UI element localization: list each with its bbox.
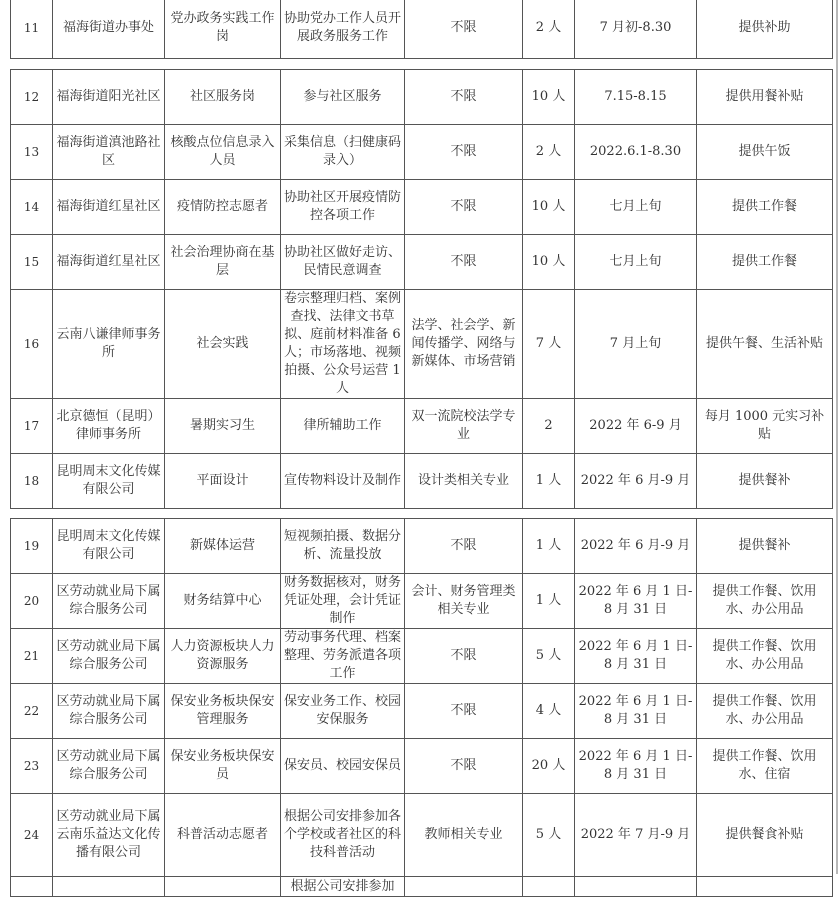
row-number: 13 — [11, 125, 53, 180]
benefit-cell: 提供餐食补贴 — [697, 794, 833, 877]
major-cell: 不限 — [405, 0, 523, 59]
row-number — [11, 877, 53, 897]
headcount-cell: 1 人 — [523, 454, 575, 509]
headcount-cell: 10 人 — [523, 180, 575, 235]
table-segment-3 — [10, 518, 833, 897]
row-number: 12 — [11, 70, 53, 125]
duty-cell: 协助党办工作人员开展政务服务工作 — [281, 0, 405, 59]
position-cell: 人力资源板块人力资源服务 — [165, 629, 281, 684]
employer-cell: 福海街道红星社区 — [53, 235, 165, 290]
row-number: 15 — [11, 235, 53, 290]
table-row — [11, 739, 833, 794]
headcount-cell: 5 人 — [523, 794, 575, 877]
table-row — [11, 794, 833, 877]
major-cell — [405, 877, 523, 897]
duty-cell: 卷宗整理归档、案例查找、法律文书草拟、庭前材料准备 6 人；市场落地、视频拍摄、公众号运营 1 人 — [281, 290, 405, 399]
position-cell: 暑期实习生 — [165, 399, 281, 454]
table-row — [11, 290, 833, 399]
table-row — [11, 684, 833, 739]
headcount-cell: 2 人 — [523, 0, 575, 59]
employer-cell: 区劳动就业局下属云南乐益达文化传播有限公司 — [53, 794, 165, 877]
table-row — [11, 877, 833, 897]
benefit-cell: 提供餐补 — [697, 519, 833, 574]
major-cell: 不限 — [405, 70, 523, 125]
major-cell: 不限 — [405, 519, 523, 574]
table-row — [11, 519, 833, 574]
benefit-cell: 提供用餐补贴 — [697, 70, 833, 125]
position-cell: 财务结算中心 — [165, 574, 281, 629]
headcount-cell: 4 人 — [523, 684, 575, 739]
benefit-cell: 提供工作餐、饮用水、办公用品 — [697, 574, 833, 629]
period-cell: 七月上旬 — [575, 235, 697, 290]
headcount-cell: 20 人 — [523, 739, 575, 794]
duty-cell: 短视频拍摄、数据分析、流量投放 — [281, 519, 405, 574]
headcount-cell: 7 人 — [523, 290, 575, 399]
position-cell: 疫情防控志愿者 — [165, 180, 281, 235]
employer-cell: 区劳动就业局下属综合服务公司 — [53, 629, 165, 684]
benefit-cell: 提供午餐、生活补贴 — [697, 290, 833, 399]
row-number: 21 — [11, 629, 53, 684]
headcount-cell: 2 人 — [523, 125, 575, 180]
table-row — [11, 125, 833, 180]
duty-cell: 保安业务工作、校园安保服务 — [281, 684, 405, 739]
major-cell: 法学、社会学、新闻传播学、网络与新媒体、市场营销 — [405, 290, 523, 399]
headcount-cell: 10 人 — [523, 70, 575, 125]
period-cell: 7 月上旬 — [575, 290, 697, 399]
period-cell: 2022 年 6 月-9 月 — [575, 519, 697, 574]
employer-cell: 福海街道办事处 — [53, 0, 165, 59]
employer-cell: 福海街道阳光社区 — [53, 70, 165, 125]
row-number: 24 — [11, 794, 53, 877]
major-cell: 双一流院校法学专业 — [405, 399, 523, 454]
employer-cell: 昆明周末文化传媒有限公司 — [53, 519, 165, 574]
period-cell: 2022 年 6 月-9 月 — [575, 454, 697, 509]
row-number: 11 — [11, 0, 53, 59]
table-row — [11, 180, 833, 235]
benefit-cell: 提供午饭 — [697, 125, 833, 180]
duty-cell: 采集信息（扫健康码录入） — [281, 125, 405, 180]
major-cell: 不限 — [405, 739, 523, 794]
period-cell: 7 月初-8.30 — [575, 0, 697, 59]
headcount-cell: 10 人 — [523, 235, 575, 290]
row-number: 18 — [11, 454, 53, 509]
major-cell: 不限 — [405, 684, 523, 739]
employer-cell: 区劳动就业局下属综合服务公司 — [53, 684, 165, 739]
position-cell: 平面设计 — [165, 454, 281, 509]
employer-cell: 昆明周末文化传媒有限公司 — [53, 454, 165, 509]
table-row — [11, 399, 833, 454]
benefit-cell — [697, 877, 833, 897]
major-cell: 不限 — [405, 180, 523, 235]
benefit-cell: 提供工作餐 — [697, 235, 833, 290]
period-cell: 2022 年 6 月 1 日-8 月 31 日 — [575, 629, 697, 684]
position-cell: 保安业务板块保安员 — [165, 739, 281, 794]
employer-cell: 福海街道滇池路社区 — [53, 125, 165, 180]
benefit-cell: 提供工作餐、饮用水、办公用品 — [697, 684, 833, 739]
employer-cell: 区劳动就业局下属综合服务公司 — [53, 739, 165, 794]
table-row — [11, 454, 833, 509]
employer-cell: 福海街道红星社区 — [53, 180, 165, 235]
position-cell: 核酸点位信息录入人员 — [165, 125, 281, 180]
headcount-cell: 2 — [523, 399, 575, 454]
major-cell: 设计类相关专业 — [405, 454, 523, 509]
employer-cell: 北京德恒（昆明）律师事务所 — [53, 399, 165, 454]
row-number: 23 — [11, 739, 53, 794]
position-cell: 党办政务实践工作岗 — [165, 0, 281, 59]
duty-cell: 协助社区做好走访、民情民意调查 — [281, 235, 405, 290]
position-cell: 社区服务岗 — [165, 70, 281, 125]
duty-cell: 保安员、校园安保员 — [281, 739, 405, 794]
position-cell — [165, 877, 281, 897]
duty-cell: 协助社区开展疫情防控各项工作 — [281, 180, 405, 235]
period-cell: 七月上旬 — [575, 180, 697, 235]
duty-cell: 参与社区服务 — [281, 70, 405, 125]
table-row — [11, 574, 833, 629]
table-row — [11, 0, 833, 59]
period-cell: 2022.6.1-8.30 — [575, 125, 697, 180]
row-number: 20 — [11, 574, 53, 629]
benefit-cell: 提供餐补 — [697, 454, 833, 509]
position-cell: 社会治理协商在基层 — [165, 235, 281, 290]
headcount-cell — [523, 877, 575, 897]
table-row — [11, 235, 833, 290]
duty-cell: 财务数据核对，财务凭证处理，会计凭证制作 — [281, 574, 405, 629]
headcount-cell: 5 人 — [523, 629, 575, 684]
employer-cell — [53, 877, 165, 897]
period-cell: 2022 年 6 月 1 日-8 月 31 日 — [575, 574, 697, 629]
benefit-cell: 提供工作餐 — [697, 180, 833, 235]
duty-cell: 根据公司安排参加各个学校或者社区的科技科普活动 — [281, 794, 405, 877]
table-row — [11, 629, 833, 684]
table-segment-2 — [10, 69, 833, 509]
employer-cell: 云南八谦律师事务所 — [53, 290, 165, 399]
employer-cell: 区劳动就业局下属综合服务公司 — [53, 574, 165, 629]
row-number: 14 — [11, 180, 53, 235]
position-cell: 科普活动志愿者 — [165, 794, 281, 877]
table-row — [11, 70, 833, 125]
major-cell: 会计、财务管理类相关专业 — [405, 574, 523, 629]
duty-cell: 根据公司安排参加 — [281, 877, 405, 897]
major-cell: 不限 — [405, 125, 523, 180]
duty-cell: 宣传物料设计及制作 — [281, 454, 405, 509]
major-cell: 教师相关专业 — [405, 794, 523, 877]
position-cell: 保安业务板块保安管理服务 — [165, 684, 281, 739]
page-scroll-edge — [836, 0, 838, 874]
row-number: 16 — [11, 290, 53, 399]
benefit-cell: 提供补助 — [697, 0, 833, 59]
major-cell: 不限 — [405, 235, 523, 290]
period-cell: 2022 年 6-9 月 — [575, 399, 697, 454]
period-cell: 2022 年 7 月-9 月 — [575, 794, 697, 877]
position-cell: 社会实践 — [165, 290, 281, 399]
major-cell: 不限 — [405, 629, 523, 684]
table-segment-1 — [10, 0, 833, 59]
period-cell: 2022 年 6 月 1 日-8 月 31 日 — [575, 684, 697, 739]
benefit-cell: 提供工作餐、饮用水、住宿 — [697, 739, 833, 794]
benefit-cell: 提供工作餐、饮用水、办公用品 — [697, 629, 833, 684]
row-number: 19 — [11, 519, 53, 574]
period-cell: 7.15-8.15 — [575, 70, 697, 125]
duty-cell: 律所辅助工作 — [281, 399, 405, 454]
row-number: 22 — [11, 684, 53, 739]
duty-cell: 劳动事务代理、档案整理、劳务派遣各项工作 — [281, 629, 405, 684]
row-number: 17 — [11, 399, 53, 454]
benefit-cell: 每月 1000 元实习补贴 — [697, 399, 833, 454]
headcount-cell: 1 人 — [523, 519, 575, 574]
headcount-cell: 1 人 — [523, 574, 575, 629]
period-cell: 2022 年 6 月 1 日-8 月 31 日 — [575, 739, 697, 794]
period-cell — [575, 877, 697, 897]
position-cell: 新媒体运营 — [165, 519, 281, 574]
